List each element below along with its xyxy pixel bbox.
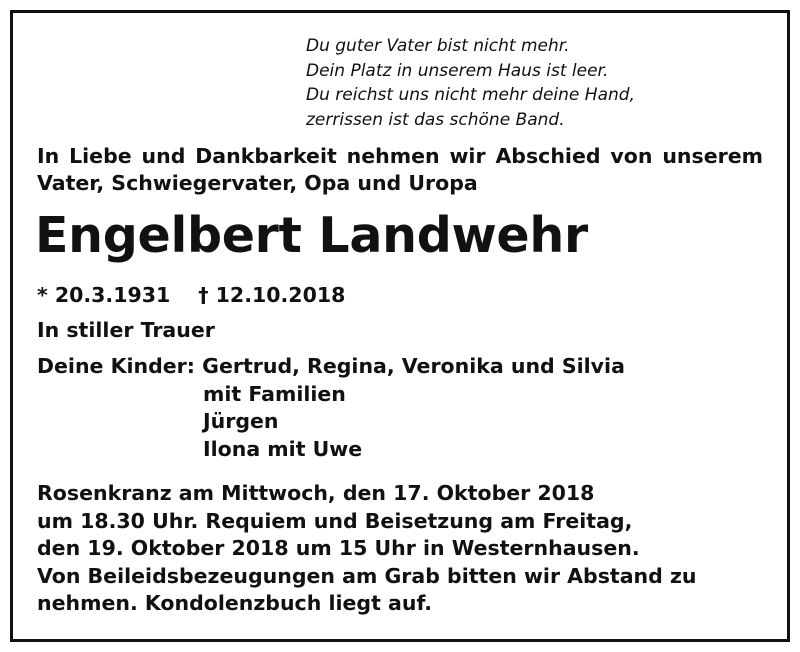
family-line: Ilona mit Uwe: [203, 436, 363, 461]
service-line: Von Beileidsbezeugungen am Grab bitten wir Abstand zu: [37, 563, 697, 588]
life-dates: [37, 281, 345, 309]
service-line: den 19. Oktober 2018 um 15 Uhr in Westernhausen.: [37, 536, 640, 560]
farewell-intro: [37, 143, 777, 197]
service-line: Rosenkranz am Mittwoch, den 17. Oktober 2018: [37, 481, 595, 505]
family-line: Jürgen: [203, 409, 279, 433]
mourning-heading: In stiller Trauer: [37, 318, 215, 342]
poem-line: Du reichst uns nicht mehr deine Hand,: [306, 85, 635, 105]
poem-line: Dein Platz in unserem Haus ist leer.: [306, 60, 609, 81]
service-details: [37, 480, 697, 618]
deceased-name: Engelbert Landwehr: [35, 207, 588, 264]
poem-line: Du guter Vater bist nicht mehr.: [306, 36, 570, 56]
service-line: nehmen. Kondolenzbuch liegt auf.: [37, 591, 433, 615]
birth-date: * 20.3.1931: [37, 283, 171, 307]
mourners-list: [37, 353, 625, 463]
poem-line: zerrissen ist das schöne Band.: [306, 109, 565, 130]
death-date: † 12.10.2018: [198, 283, 346, 307]
family-line: mit Familien: [203, 381, 346, 406]
service-line: um 18.30 Uhr. Requiem und Beisetzung am Freitag,: [37, 508, 633, 533]
intro-line: In Liebe und Dankbarkeit nehmen wir Abschied von unserem: [37, 144, 763, 168]
memorial-poem: [306, 34, 635, 132]
intro-line: Vater, Schwiegervater, Opa und Uropa: [37, 171, 478, 195]
children-line: Deine Kinder: Gertrud, Regina, Veronika und Silvia: [37, 354, 625, 378]
